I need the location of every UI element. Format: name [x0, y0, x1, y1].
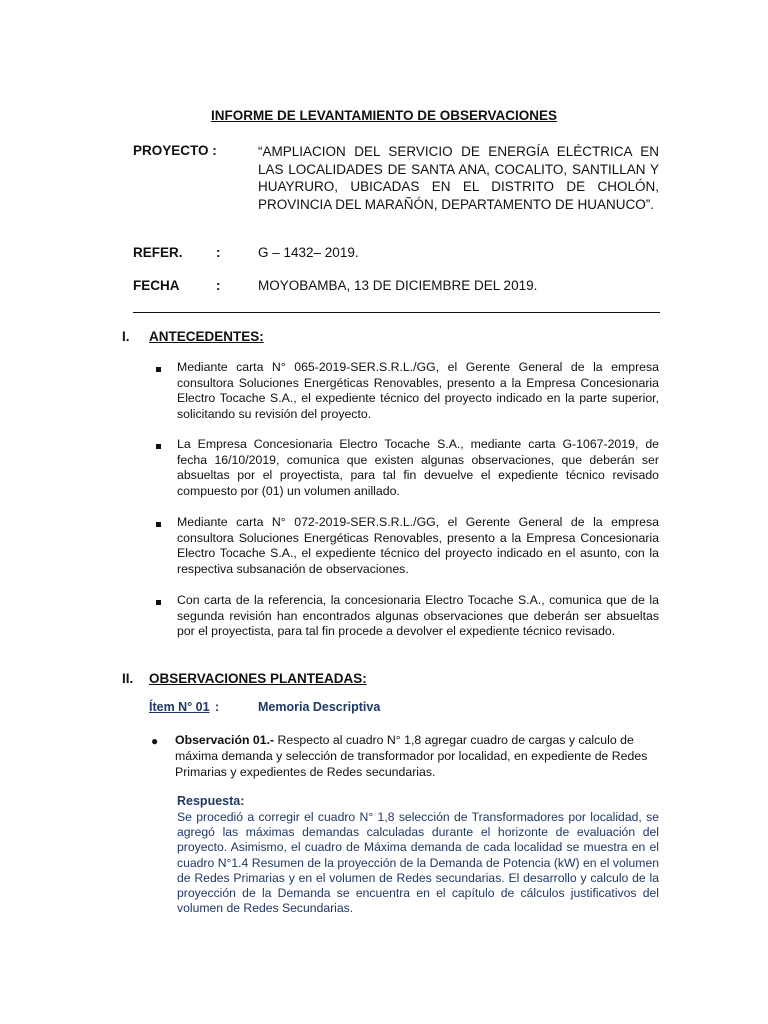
observation-label: Observación 01.- [175, 733, 275, 747]
item-label: Ítem N° 01 [149, 700, 210, 714]
section-title: ANTECEDENTES: [149, 329, 264, 344]
list-item: La Empresa Concesionaria Electro Tocache S.A., mediante carta G-1067-2019, de fecha 16/10/2019, comunica que existen algunas observaciones, que deberán ser absueltas por el proyectista, para tal fin devuelve el expediente técnico revisado compuesto por (01) un volumen anillado. [177, 437, 659, 498]
refer-label: REFER. [133, 245, 183, 260]
bullet-marker [156, 522, 162, 528]
item-colon: : [215, 700, 220, 714]
observation [175, 732, 659, 780]
fecha-label: FECHA [133, 278, 180, 293]
refer-colon: : [216, 245, 221, 260]
section-number: II. [122, 671, 134, 686]
bullet-dot-icon: ● [151, 734, 159, 748]
header-divider [133, 312, 660, 313]
fecha-value: MOYOBAMBA, 13 DE DICIEMBRE DEL 2019. [258, 278, 538, 293]
list-item: Con carta de la referencia, la concesionaria Electro Tocache S.A., comunica que de la segunda revisión han encontrados algunas observaciones que deberán ser absueltas por el proyectista, para tal fin procede a devolver el expediente técnico revisado. [177, 593, 659, 639]
observation-text: Respecto al cuadro N° 1,8 agregar cuadro de cargas y calculo de máxima demanda y selección de transformador por localidad, en expediente de Redes Primarias y expedientes de Redes secundarias. [175, 733, 648, 779]
list-item: Mediante carta N° 072-2019-SER.S.R.L./GG, el Gerente General de la empresa consultora Soluciones Energéticas Renovables, presento a la Empresa Concesionaria Electro Tocache S.A., el expediente técnico del proyecto indicado en el asunto, con la respectiva subsanación de observaciones. [177, 515, 659, 576]
response-label: Respuesta: [177, 794, 245, 808]
project-value: “AMPLIACION DEL SERVICIO DE ENERGÍA ELÉCTRICA EN LAS LOCALIDADES DE SANTA ANA, COCALITO, SANTILLAN Y HUAYRURO, UBICADAS EN EL DISTRITO DE CHOLÓN, PROVINCIA DEL MARAÑÓN, DEPARTAMENTO DE HUANUCO”. [258, 144, 659, 212]
section-title: OBSERVACIONES PLANTEADAS: [149, 671, 367, 686]
bullet-marker [156, 600, 162, 606]
item-title: Memoria Descriptiva [258, 700, 381, 714]
list-item: Mediante carta N° 065-2019-SER.S.R.L./GG, el Gerente General de la empresa consultora Soluciones Energéticas Renovables, presento a la Empresa Concesionaria Electro Tocache S.A., el expediente técnico del proyecto indicado en la parte superior, solicitando su revisión del proyecto. [177, 360, 659, 421]
bullet-marker [156, 367, 162, 373]
refer-value: G – 1432– 2019. [258, 245, 359, 260]
section-number: I. [122, 329, 130, 344]
fecha-colon: : [216, 278, 221, 293]
response-text: Se procedió a corregir el cuadro N° 1,8 selección de Transformadores por localidad, se agregó las máximas demandas calculadas durante el horizonte de evaluación del proyecto. Asimismo, el cuadro de Máxima demanda de cada localidad se muestra en el cuadro N°1.4 Resumen de la proyección de la Demanda de Potencia (kW) en el volumen de Redes Primarias y en el volumen de Redes secundarias. El desarrollo y calculo de la proyección de la Demanda se encuentra en el capítulo de cálculos justificativos del volumen de Redes Secundarias. [177, 810, 659, 916]
project-label: PROYECTO : [133, 143, 217, 158]
document-title: INFORME DE LEVANTAMIENTO DE OBSERVACIONES [210, 108, 558, 123]
bullet-marker [156, 444, 162, 450]
